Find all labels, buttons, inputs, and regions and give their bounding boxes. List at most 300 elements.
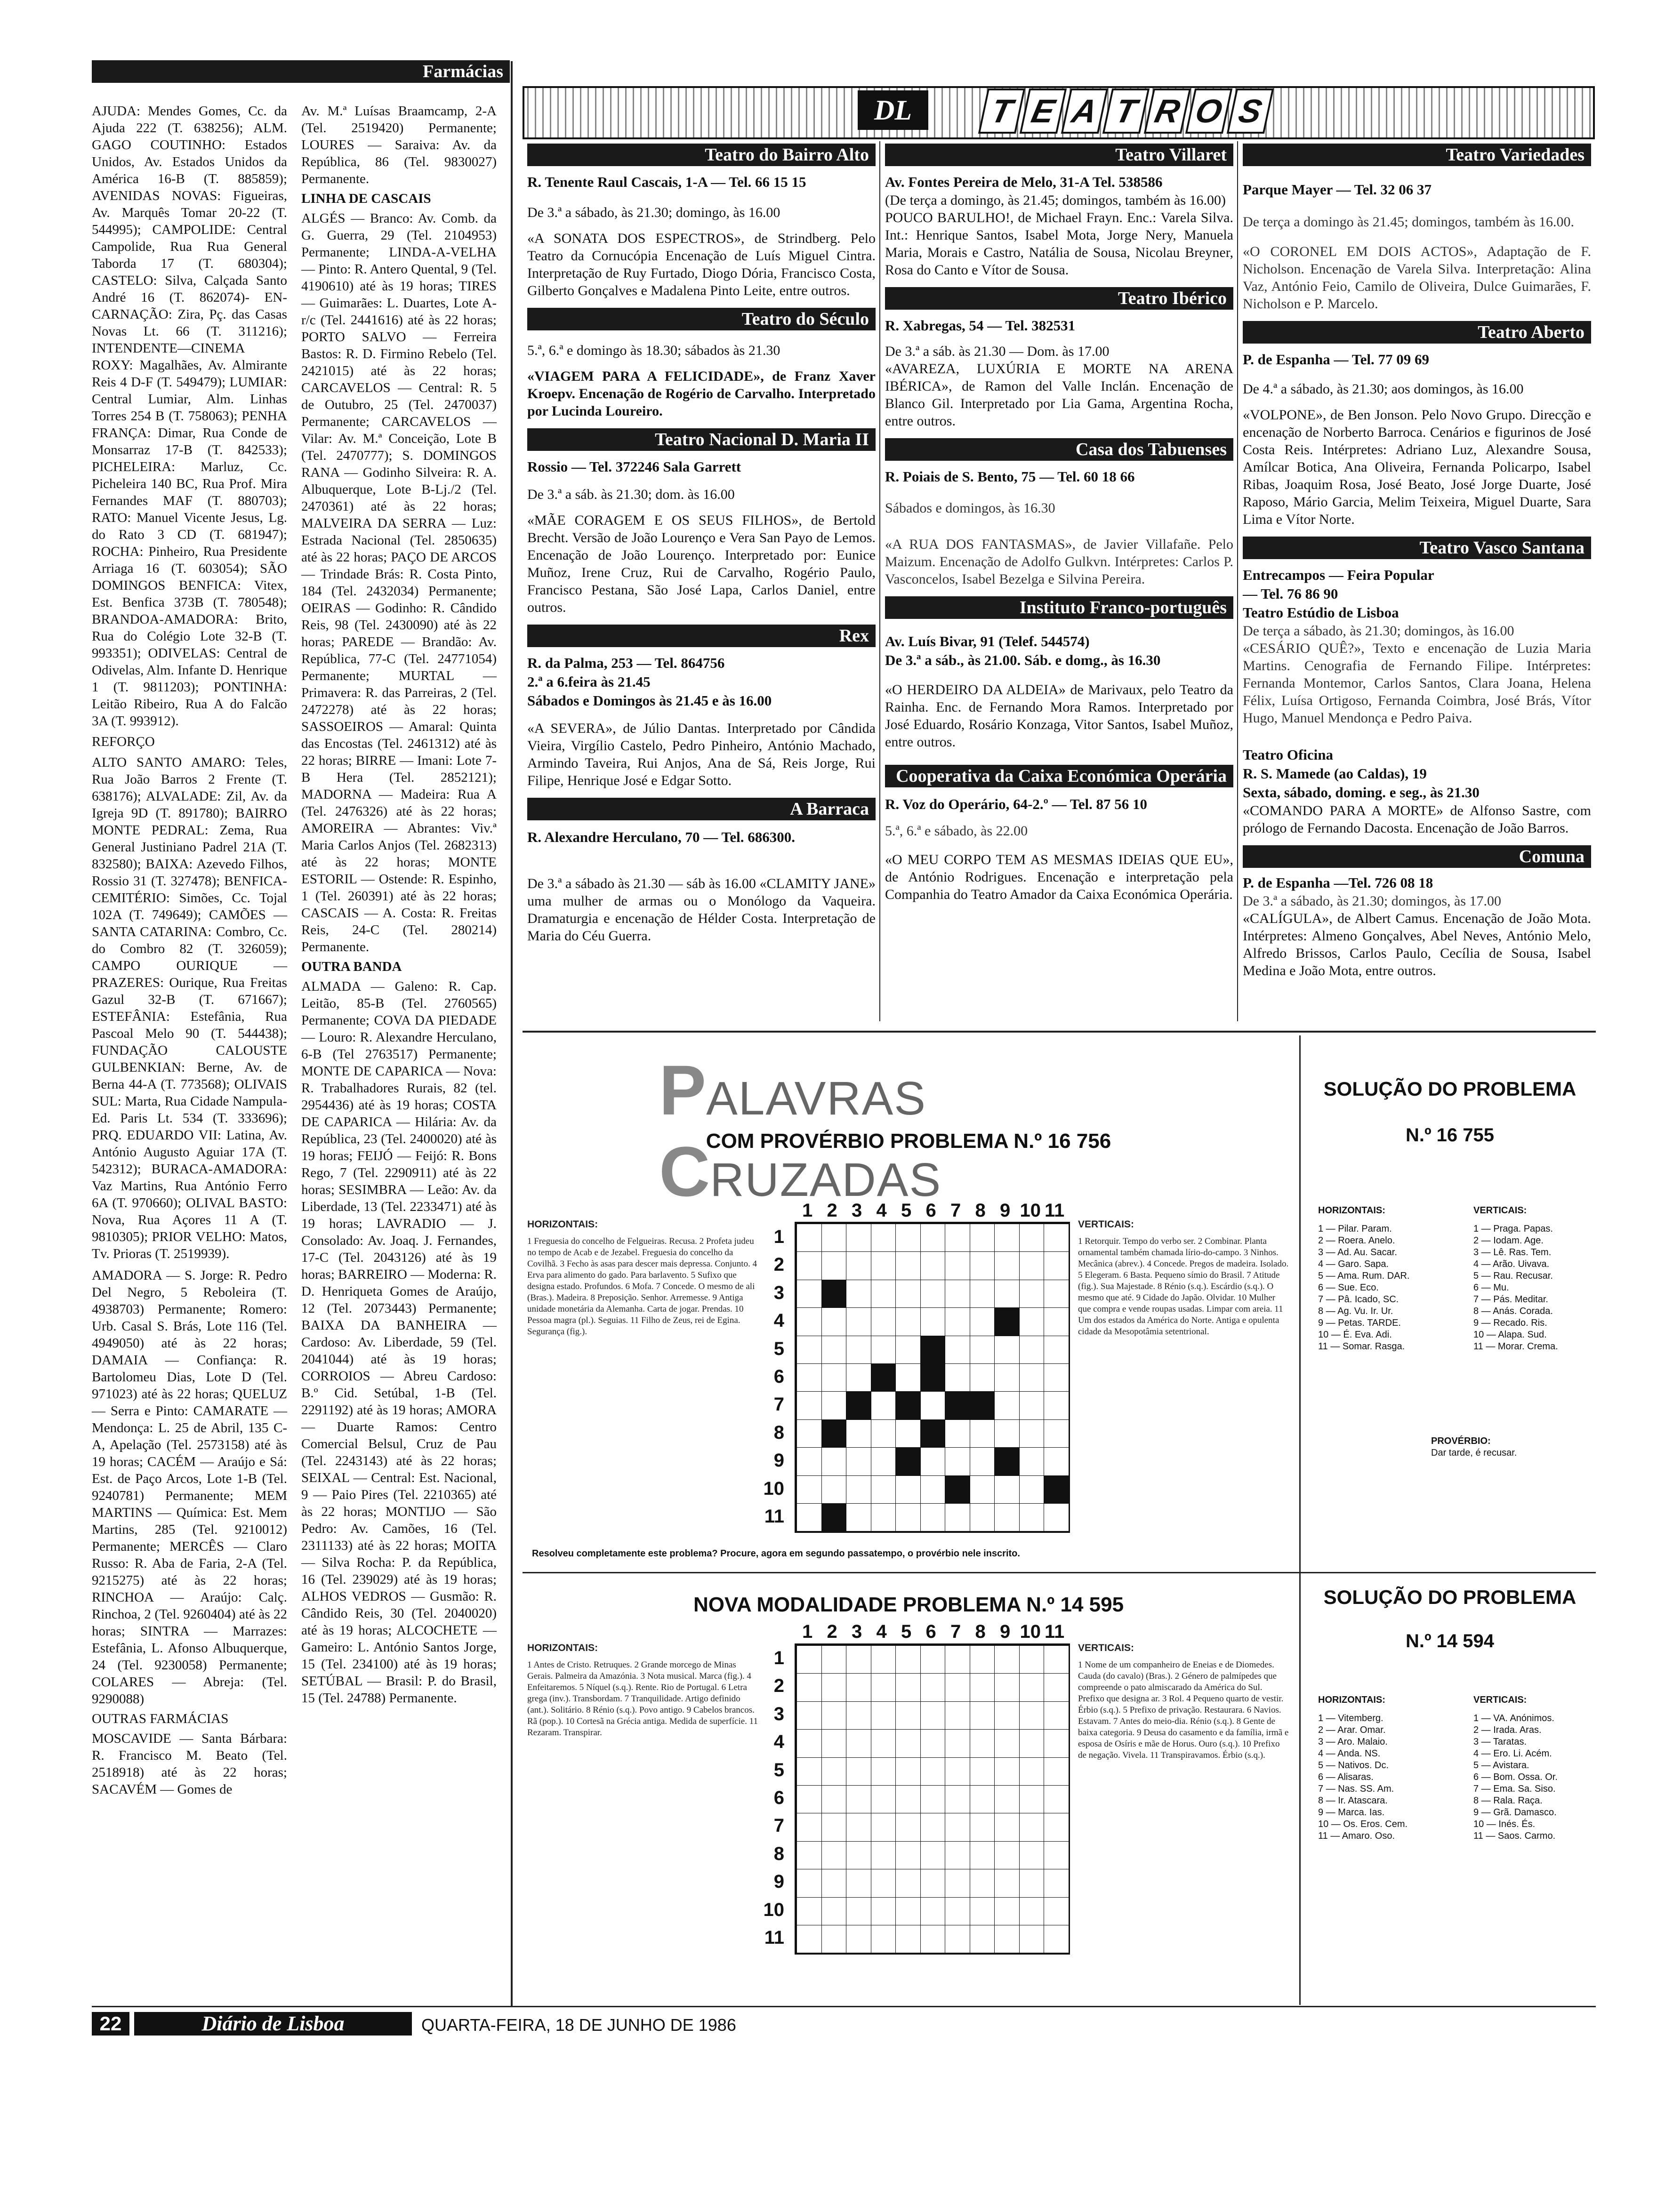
crossword-cell[interactable] — [871, 1897, 896, 1925]
solution-line: 2 — Irada. Aras. — [1473, 1725, 1542, 1735]
crossword-cell[interactable] — [994, 1336, 1020, 1364]
crossword-cell[interactable] — [1019, 1757, 1045, 1786]
crossword-cell[interactable] — [1019, 1336, 1045, 1364]
crossword-cell[interactable] — [871, 1447, 896, 1475]
crossword-cell[interactable] — [871, 1645, 896, 1674]
crossword-cell[interactable] — [1019, 1701, 1045, 1730]
crossword-cell[interactable] — [846, 1224, 871, 1252]
crossword-cell[interactable] — [945, 1307, 970, 1336]
crossword-cell[interactable] — [871, 1280, 896, 1308]
crossword-cell[interactable] — [846, 1419, 871, 1448]
teatro-description: «VIAGEM PARA A FELICIDADE», de Franz Xaver Kroepv. Encenação de Rogério de Carvalho. Interpretado por Lucinda Loureiro. — [527, 369, 876, 419]
grid-column-number: 7 — [950, 1621, 961, 1642]
teatros-col1 — [527, 144, 876, 953]
crossword-cell[interactable] — [821, 1897, 847, 1925]
crossword-cell[interactable] — [796, 1280, 822, 1308]
crossword-cell[interactable] — [994, 1503, 1020, 1531]
grid-column-number: 3 — [852, 1200, 862, 1221]
crossword-cell[interactable] — [994, 1391, 1020, 1419]
crossword-cell[interactable] — [895, 1673, 921, 1701]
crossword-cell[interactable] — [945, 1224, 970, 1252]
crossword-cell[interactable] — [796, 1251, 822, 1280]
crossword-cell[interactable] — [920, 1251, 946, 1280]
crossword-black-cell — [945, 1391, 970, 1419]
crossword-black-cell — [920, 1336, 946, 1364]
crossword-cell[interactable] — [796, 1447, 822, 1475]
reforco-label: REFORÇO — [92, 734, 155, 749]
crossword-cell[interactable] — [1019, 1419, 1045, 1448]
crossword-cell[interactable] — [895, 1645, 921, 1674]
teatro-description: «MÃE CORAGEM E OS SEUS FILHOS», de Bertold Brecht. Versão de João Lourenço e Vera San Payo de Lemos. Encenação de João Lourenço. Interpretado por: Eunice Muñoz, Irene Cruz, Rui de Carvalho, Rogério Paulo, Francisco Pestana, São José Lapa, Carlos Daniel, entre outros. — [527, 513, 876, 615]
solution-line: 9 — Recado. Ris. — [1473, 1318, 1547, 1328]
proverb-text: Dar tarde, é recusar. — [1431, 1448, 1517, 1458]
crossword-cell[interactable] — [895, 1869, 921, 1897]
crossword-cell[interactable] — [846, 1757, 871, 1786]
crossword-cell[interactable] — [1019, 1785, 1045, 1813]
teatro-description: «CESÁRIO QUÊ?», Texto e encenação de Luzia Maria Martins. Cenografia de Fernando Filipe. Intérpretes: Fernanda Montemor, Carlos Santos, Clara Joana, Helena Félix, Luísa Ortigoso, Fernanda Coimbra, José Brás, Vítor Hugo, Manuel Mendonça e Pedro Paiva. — [1243, 641, 1591, 726]
crossword-cell[interactable] — [970, 1503, 995, 1531]
crossword-cell[interactable] — [796, 1224, 822, 1252]
crossword-cell[interactable] — [1044, 1841, 1069, 1869]
grid-row-number: 3 — [773, 1282, 784, 1303]
teatro-description: «O HERDEIRO DA ALDEIA» de Marivaux, pelo Teatro da Rainha. Enc. de Fernando Mora Ramos. Interpretado por José Eduardo, Rosário Konzaga, Vitor Santos, Isabel Muñoz, entre outros. — [885, 682, 1233, 750]
crossword-cell[interactable] — [821, 1673, 847, 1701]
crossword-cell[interactable] — [846, 1645, 871, 1674]
crossword-cell[interactable] — [846, 1447, 871, 1475]
teatro-description: «O CORONEL EM DOIS ACTOS», Adaptação de F. Nicholson. Encenação de Varela Silva. Interpretação: Alina Vaz, António Feio, Camilo de Oliveira, Dulce Guimarães, F. Nicholson e P. Marcelo. — [1243, 244, 1591, 312]
crossword-cell[interactable] — [945, 1841, 970, 1869]
teatro-hours: De 3.ª a sáb. às 21.30 — Dom. às 17.00 — [885, 344, 1110, 359]
crossword-cell[interactable] — [846, 1336, 871, 1364]
grid-row-number: 7 — [773, 1815, 784, 1836]
crossword-col-numbers — [796, 1200, 1078, 1224]
crossword-cell[interactable] — [796, 1729, 822, 1757]
crossword-cell[interactable] — [994, 1757, 1020, 1786]
teatro-description: De 3.ª a sábado às 21.30 — sáb às 16.00 «CLAMITY JANE» uma mulher de armas ou o Monólogo da Vaqueira. Dramaturgia e encenação de Hélder Costa. Interpretação de Maria do Céu Guerra. — [527, 876, 876, 944]
crossword-cell[interactable] — [945, 1897, 970, 1925]
crossword-cell[interactable] — [945, 1869, 970, 1897]
crossword-cell[interactable] — [920, 1869, 946, 1897]
crossword-cell[interactable] — [821, 1729, 847, 1757]
crossword-cell[interactable] — [895, 1475, 921, 1504]
grid-column-number: 4 — [876, 1621, 887, 1642]
crossword-cell[interactable] — [895, 1503, 921, 1531]
crossword-cell[interactable] — [970, 1673, 995, 1701]
farmacias-reforco-text: ALTO SANTO AMARO: Teles, Rua João Barros 2 Frente (T. 638176); ALVALADE: Zil, Av. da Igreja 9D (T. 891780); BAIRRO MONTE PEDRAL: Zema, Rua General Justiniano Padrel 21A (T. 832580); BAIXA: Azevedo Filhos, Rossio 31 (T. 327478); BENFICA-CEMITÉRIO: Simões, Cc. Tojal 102A (T. 749649); CAMÕES — SANTA CATARINA: Combro, Cc. do Combro 82 (T. 326059); CAMPO OURIQUE — PRAZERES: Ourique, Rua Freitas Gazul 32-B (T. 671667); ESTEFÂNIA: Estefânia, Rua Pascoal Melo 90 (T. 544438); FUNDAÇÃO CALOUSTE GULBENKIAN: Berne, Av. de Berna 44-A (T. 773568); OLIVAIS SUL: Marta, Rua Cidade Nampula-Ed. Paris Lt. 534 (T. 333696); PRQ. EDUARDO VII: Latina, Av. António Augusto Aguiar 17A (T. 542312); BURACA-AMADORA: Vaz Martins, Rua António Ferro 6A (T. 970660); OLIVAL BASTO: Nova, Rua Açores 11 A (T. 9810305); PRIOR VELHO: Matos, Tv. Prioras (T. 2519939). — [92, 755, 287, 1261]
solution-line: 3 — Aro. Malaio. — [1318, 1737, 1388, 1747]
crossword-cell[interactable] — [895, 1336, 921, 1364]
crossword-cell[interactable] — [821, 1224, 847, 1252]
teatro-hours: 2.ª a 6.feira às 21.45 — [527, 673, 651, 690]
crossword-cell[interactable] — [1019, 1475, 1045, 1504]
crossword-cell[interactable] — [895, 1307, 921, 1336]
crossword-cell[interactable] — [970, 1645, 995, 1674]
crossword-cell[interactable] — [871, 1701, 896, 1730]
crossword-cell[interactable] — [1019, 1841, 1045, 1869]
crossword-cell[interactable] — [920, 1925, 946, 1953]
crossword-cell[interactable] — [945, 1280, 970, 1308]
crossword-cell[interactable] — [994, 1869, 1020, 1897]
crossword-cell[interactable] — [945, 1729, 970, 1757]
crossword-cell[interactable] — [895, 1251, 921, 1280]
teatro-address: R. da Palma, 253 — Tel. 864756 — [527, 655, 725, 671]
crossword-cell[interactable] — [871, 1729, 896, 1757]
crossword-cell[interactable] — [970, 1785, 995, 1813]
crossword-cell[interactable] — [1019, 1391, 1045, 1419]
crossword-cell[interactable] — [970, 1869, 995, 1897]
crossword-cell[interactable] — [821, 1813, 847, 1841]
crossword-cell[interactable] — [796, 1363, 822, 1392]
crossword-grid — [795, 1222, 1070, 1533]
crossword-cell[interactable] — [920, 1813, 946, 1841]
grid-column-number: 1 — [802, 1200, 813, 1221]
vertical-clue-text: 1 Nome de um companheiro de Eneias e de Diomedes. Cauda (do cavalo) (Bras.). 2 Género de palmípedes que compreende o pato almiscarado da América do Sul. Prefixo que designa ar. 3 Rol. 4 Pequeno quarto de vestir. Érbio (s.q.). 5 Prefixo de privação. Restaurara. 6 Navios. Estavam. 7 Antes do meio-dia. Rénio (s.q.). 8 Gente de baixa categoria. 9 Deusa do casamento e da família, irmã e esposa de Osíris e mãe de Horus. Ouro (s.q.). 10 Prefixo de negação. Vivela. 11 Transpiravamos. Érbio (s.q.). — [1078, 1660, 1289, 1760]
teatro-vasco-santana-title: Teatro Vasco Santana — [1243, 537, 1591, 559]
grid-row-number: 11 — [764, 1927, 784, 1948]
crossword-cell[interactable] — [895, 1785, 921, 1813]
crossword-cell[interactable] — [871, 1869, 896, 1897]
crossword-cell[interactable] — [796, 1925, 822, 1953]
vertical-label: VERTICAIS: — [1078, 1643, 1134, 1653]
crossword-cell[interactable] — [920, 1307, 946, 1336]
crossword-cell[interactable] — [871, 1475, 896, 1504]
crossword-cell[interactable] — [821, 1785, 847, 1813]
teatro-address: R. Alexandre Herculano, 70 — Tel. 686300. — [527, 829, 795, 845]
crossword-cell[interactable] — [821, 1701, 847, 1730]
crossword-cell[interactable] — [796, 1475, 822, 1504]
crossword-cell[interactable] — [1044, 1729, 1069, 1757]
teatros-letter: R — [1144, 88, 1191, 134]
crossword-cell[interactable] — [1044, 1251, 1069, 1280]
crossword-cell[interactable] — [1044, 1645, 1069, 1674]
crossword-cell[interactable] — [1019, 1251, 1045, 1280]
crossword-cell[interactable] — [945, 1503, 970, 1531]
crossword-cell[interactable] — [846, 1925, 871, 1953]
crossword-cell[interactable] — [920, 1224, 946, 1252]
crossword-cell[interactable] — [821, 1757, 847, 1786]
crossword-cell[interactable] — [1019, 1363, 1045, 1392]
crossword-cell[interactable] — [871, 1841, 896, 1869]
crossword-cell[interactable] — [970, 1336, 995, 1364]
crossword-cell[interactable] — [846, 1841, 871, 1869]
crossword-cell[interactable] — [846, 1307, 871, 1336]
crossword-cell[interactable] — [970, 1251, 995, 1280]
crossword-cell[interactable] — [920, 1673, 946, 1701]
grid-column-number: 2 — [827, 1621, 837, 1642]
crossword-cell[interactable] — [1019, 1897, 1045, 1925]
crossword-cell[interactable] — [1019, 1869, 1045, 1897]
crossword-cell[interactable] — [895, 1841, 921, 1869]
crossword-cell[interactable] — [994, 1363, 1020, 1392]
grid-column-number: 1 — [802, 1621, 813, 1642]
crossword-cell[interactable] — [871, 1336, 896, 1364]
crossword-cell[interactable] — [796, 1336, 822, 1364]
crossword-cell[interactable] — [821, 1925, 847, 1953]
crossword-cell[interactable] — [994, 1419, 1020, 1448]
crossword-cell[interactable] — [821, 1645, 847, 1674]
crossword-cell[interactable] — [796, 1701, 822, 1730]
crossword-cell[interactable] — [945, 1363, 970, 1392]
crossword-cell[interactable] — [970, 1813, 995, 1841]
crossword-cell[interactable] — [994, 1701, 1020, 1730]
crossword-cell[interactable] — [994, 1475, 1020, 1504]
crossword-cell[interactable] — [871, 1391, 896, 1419]
grid-column-number: 5 — [901, 1621, 912, 1642]
crossword-cell[interactable] — [796, 1503, 822, 1531]
crossword-cell[interactable] — [970, 1280, 995, 1308]
crossword-cell[interactable] — [920, 1701, 946, 1730]
teatros-col2 — [885, 144, 1233, 912]
crossword-cell[interactable] — [994, 1729, 1020, 1757]
crossword-cell[interactable] — [1044, 1280, 1069, 1308]
crossword-cell[interactable] — [796, 1391, 822, 1419]
crossword-cell[interactable] — [1044, 1813, 1069, 1841]
crossword-cell[interactable] — [994, 1841, 1020, 1869]
crossword-black-cell — [895, 1391, 921, 1419]
crossword-cell[interactable] — [846, 1785, 871, 1813]
crossword-cell[interactable] — [821, 1391, 847, 1419]
crossword-cell[interactable] — [945, 1645, 970, 1674]
teatro-bairro-alto-title: Teatro do Bairro Alto — [527, 144, 876, 166]
crossword-cell[interactable] — [895, 1701, 921, 1730]
crossword-cell[interactable] — [796, 1673, 822, 1701]
teatro-description: POUCO BARULHO!, de Michael Frayn. Enc.: Varela Silva. Int.: Henrique Santos, Isabel Mota, Jorge Nery, Manuela Maria, Morais e Castro, Natália de Sousa, Nicolau Breyner, Rosa do Canto e Vítor de Sousa. — [885, 210, 1233, 278]
crossword-cell[interactable] — [994, 1280, 1020, 1308]
crossword-cell[interactable] — [871, 1307, 896, 1336]
crossword-cell[interactable] — [970, 1363, 995, 1392]
crossword-cell[interactable] — [821, 1251, 847, 1280]
crossword-cell[interactable] — [821, 1841, 847, 1869]
crossword-cell[interactable] — [871, 1503, 896, 1531]
crossword-cell[interactable] — [821, 1336, 847, 1364]
crossword-cell[interactable] — [871, 1925, 896, 1953]
teatro-hours: De terça a sábado, às 21.30; domingos, às 16.00 — [1243, 623, 1514, 639]
crossword-cell[interactable] — [846, 1673, 871, 1701]
crossword-cell[interactable] — [945, 1447, 970, 1475]
crossword-cell[interactable] — [920, 1280, 946, 1308]
crossword-cell[interactable] — [920, 1447, 946, 1475]
crossword-cell[interactable] — [846, 1897, 871, 1925]
crossword-cell[interactable] — [796, 1869, 822, 1897]
crossword-cell[interactable] — [994, 1673, 1020, 1701]
linha-cascais-label: LINHA DE CASCAIS — [301, 191, 431, 206]
crossword-cell[interactable] — [994, 1251, 1020, 1280]
crossword-cell[interactable] — [1019, 1925, 1045, 1953]
crossword-cell[interactable] — [1019, 1673, 1045, 1701]
crossword-cell[interactable] — [1044, 1447, 1069, 1475]
crossword-black-cell — [895, 1447, 921, 1475]
crossword-cell[interactable] — [994, 1224, 1020, 1252]
crossword-cell[interactable] — [970, 1419, 995, 1448]
crossword-cell[interactable] — [895, 1280, 921, 1308]
crossword-cell[interactable] — [1044, 1307, 1069, 1336]
crossword-cell[interactable] — [821, 1869, 847, 1897]
crossword-cell[interactable] — [796, 1813, 822, 1841]
crossword-cell[interactable] — [945, 1251, 970, 1280]
crossword-cell[interactable] — [920, 1897, 946, 1925]
crossword-cell[interactable] — [970, 1447, 995, 1475]
crossword-cell[interactable] — [796, 1785, 822, 1813]
crossword-cell[interactable] — [1019, 1645, 1045, 1674]
crossword-cell[interactable] — [846, 1701, 871, 1730]
crossword-cell[interactable] — [1019, 1307, 1045, 1336]
crossword-title-initial: P — [659, 1050, 707, 1130]
grid-row-number: 5 — [773, 1759, 784, 1780]
crossword-black-cell — [945, 1475, 970, 1504]
crossword-cell[interactable] — [945, 1925, 970, 1953]
crossword-cell[interactable] — [994, 1785, 1020, 1813]
crossword-cell[interactable] — [1019, 1503, 1045, 1531]
solution-h-label: HORIZONTAIS: — [1318, 1695, 1385, 1705]
horizontal-clue-text: 1 Freguesia do concelho de Felgueiras. Recusa. 2 Profeta judeu no tempo de Acab e de Jezabel. Freguesia do concelho da Covilhã. 3 Fecho às asas para descer mais depressa. Conjunto. 4 Erva para alimento do gado. Para barlavento. 5 Sufixo que designa estado. Profundos. 6 Mofa. 7 Concede. O mesmo de ali (Bras.). Madeira. 8 Preposição. Senhor. Arremesse. 9 Antiga unidade monetária da Alemanha. Carta de jogar. Prendas. 10 Pessoa magra (pl.). Seguias. 11 Filho de Zeus, rei de Egina. Segurança (fig.). — [527, 1236, 757, 1337]
crossword-black-cell — [920, 1419, 946, 1448]
crossword-cell[interactable] — [821, 1307, 847, 1336]
crossword-cell[interactable] — [920, 1503, 946, 1531]
crossword-cell[interactable] — [846, 1503, 871, 1531]
crossword-cell[interactable] — [1044, 1869, 1069, 1897]
crossword-cell[interactable] — [945, 1336, 970, 1364]
crossword-cell[interactable] — [796, 1841, 822, 1869]
crossword-cell[interactable] — [871, 1251, 896, 1280]
crossword-cell[interactable] — [796, 1645, 822, 1674]
crossword-cell[interactable] — [846, 1363, 871, 1392]
crossword-cell[interactable] — [920, 1729, 946, 1757]
crossword-cell[interactable] — [945, 1419, 970, 1448]
crossword-cell[interactable] — [970, 1925, 995, 1953]
nova-col-numbers — [796, 1621, 1078, 1645]
teatro-hours: De 3.ª a sábado, às 21.30; domingo, às 16.00 — [527, 205, 780, 220]
crossword-cell[interactable] — [994, 1925, 1020, 1953]
crossword-cell[interactable] — [895, 1925, 921, 1953]
crossword-cell[interactable] — [796, 1757, 822, 1786]
crossword-cell[interactable] — [994, 1645, 1020, 1674]
teatro-aberto-title: Teatro Aberto — [1243, 321, 1591, 344]
farmacias-col2 — [301, 103, 497, 1707]
crossword-cell[interactable] — [970, 1307, 995, 1336]
crossword-cell[interactable] — [1044, 1897, 1069, 1925]
crossword-cell[interactable] — [1044, 1503, 1069, 1531]
crossword-cell[interactable] — [895, 1419, 921, 1448]
solution-line: 3 — Ad. Au. Sacar. — [1318, 1247, 1397, 1258]
crossword-cell[interactable] — [895, 1363, 921, 1392]
crossword-vertical-clues — [1078, 1219, 1290, 1338]
crossword-cell[interactable] — [796, 1419, 822, 1448]
crossword-cell[interactable] — [970, 1701, 995, 1730]
crossword-black-cell — [821, 1503, 847, 1531]
grid-column-number: 3 — [852, 1621, 862, 1642]
crossword-cell[interactable] — [796, 1307, 822, 1336]
crossword-cell[interactable] — [871, 1757, 896, 1786]
solution-line: 3 — Taratas. — [1473, 1737, 1527, 1747]
crossword-cell[interactable] — [920, 1757, 946, 1786]
crossword-cell[interactable] — [945, 1757, 970, 1786]
crossword-cell[interactable] — [895, 1757, 921, 1786]
crossword-cell[interactable] — [970, 1475, 995, 1504]
teatro-description: «A RUA DOS FANTASMAS», de Javier Villafañe. Pelo Maizum. Encenação de Adolfo Gulkvn. Intérpretes: Carlos P. Vasconcelos, Isabel Bezelga e Silvina Pereira. — [885, 537, 1233, 587]
crossword-cell[interactable] — [920, 1391, 946, 1419]
solution-line: 8 — Ag. Vu. Ir. Ur. — [1318, 1306, 1393, 1316]
teatro-dmaria-title: Teatro Nacional D. Maria II — [527, 428, 876, 451]
teatro-description: «VOLPONE», de Ben Jonson. Pelo Novo Grupo. Direcção e encenação de Norberto Barroca. Cenários e figurinos de José Costa Reis. Intérpretes: Adriano Luz, Alexandre Sousa, Amílcar Botica, Ana Oliveira, Fernanda Policarpo, Isabel Ribas, Joaquim Rosa, José Beato, José Jorge Duarte, José Raposo, Mário Garcia, Melim Teixeira, Miguel Duarte, Sara Lima e Vítor Norte. — [1243, 407, 1591, 527]
crossword-cell[interactable] — [920, 1841, 946, 1869]
crossword-cell[interactable] — [895, 1897, 921, 1925]
crossword-cell[interactable] — [1044, 1757, 1069, 1786]
crossword-cell[interactable] — [1044, 1224, 1069, 1252]
crossword-cell[interactable] — [1019, 1224, 1045, 1252]
crossword-cell[interactable] — [1019, 1729, 1045, 1757]
crossword-cell[interactable] — [796, 1897, 822, 1925]
solution-line: 6 — Mu. — [1473, 1282, 1509, 1293]
crossword-cell[interactable] — [846, 1280, 871, 1308]
crossword-cell[interactable] — [920, 1785, 946, 1813]
teatro-address: R. Poiais de S. Bento, 75 — Tel. 60 18 66 — [885, 468, 1135, 485]
crossword-cell[interactable] — [945, 1673, 970, 1701]
crossword-cell[interactable] — [1044, 1701, 1069, 1730]
crossword-cell[interactable] — [1044, 1363, 1069, 1392]
crossword-cell[interactable] — [945, 1813, 970, 1841]
crossword-cell[interactable] — [1019, 1280, 1045, 1308]
crossword-cell[interactable] — [846, 1251, 871, 1280]
outras-farmacias-label: OUTRAS FARMÁCIAS — [92, 1711, 229, 1726]
crossword-cell[interactable] — [1044, 1673, 1069, 1701]
crossword-cell[interactable] — [821, 1363, 847, 1392]
farmacias-lisboa-text: AJUDA: Mendes Gomes, Cc. da Ajuda 222 (T. 638256); ALM. GAGO COUTINHO: Estados Unidos, Av. Estados Unidos da América 16-B (T. 885859); AVENIDAS NOVAS: Figueiras, Av. Marquês Tomar 20-22 (T. 544995); CAMPOLIDE: Central Campolide, Rua Rua General Taborda 17 (T. 680304); CASTELO: Silva, Calçada Santo André 16 (T. 862074)- EN-CARNAÇÃO: Zira, Pç. das Casas Novas Lt. 66 (T. 311216); INTENDENTE—CINEMA ROXY: Magalhães, Av. Almirante Reis 4 D-F (T. 549479); LUMIAR: Central Lumiar, Alm. Linhas Torres 254 B (T. 758063); PENHA FRANÇA: Dimar, Rua Conde de Monsarraz 17-B (T. 842533); PICHELEIRA: Marluz, Cc. Picheleira 140 BC, Rua Prof. Mira Fernandes MAF (T. 880703); RATO: Manuel Vicente Jesus, Lg. do Rato 3 CD (T. 681947); ROCHA: Pinheiro, Rua Presidente Arriaga 16 (T. 603054); SÃO DOMINGOS BENFICA: Vitex, Est. Benfica 373B (T. 780548); BRANDOA-AMADORA: Brito, Rua do Colégio Lote 32-B (T. 993351); ODIVELAS: Central de Odivelas, Alm. Infante D. Henrique 1 (T. 9811203); PONTINHA: Leitão Ribeiro, Rua A do Falcão 3A (T. 993912). — [92, 104, 287, 729]
crossword-cell[interactable] — [970, 1897, 995, 1925]
crossword-cell[interactable] — [970, 1224, 995, 1252]
crossword-cell[interactable] — [871, 1419, 896, 1448]
crossword-cell[interactable] — [970, 1841, 995, 1869]
cooperativa-title: Cooperativa da Caixa Económica Operária — [885, 765, 1233, 787]
crossword-cell[interactable] — [1044, 1336, 1069, 1364]
crossword-cell[interactable] — [1044, 1925, 1069, 1953]
crossword-cell[interactable] — [970, 1729, 995, 1757]
proverb-label: PROVÉRBIO: — [1431, 1436, 1491, 1446]
crossword-cell[interactable] — [920, 1645, 946, 1674]
crossword-cell[interactable] — [970, 1757, 995, 1786]
crossword-cell[interactable] — [945, 1701, 970, 1730]
crossword-cell[interactable] — [1019, 1813, 1045, 1841]
crossword-cell[interactable] — [1019, 1447, 1045, 1475]
crossword-cell[interactable] — [846, 1475, 871, 1504]
crossword-cell[interactable] — [994, 1897, 1020, 1925]
crossword-cell[interactable] — [994, 1813, 1020, 1841]
crossword-cell[interactable] — [895, 1224, 921, 1252]
crossword-cell[interactable] — [1044, 1785, 1069, 1813]
crossword-cell[interactable] — [895, 1813, 921, 1841]
teatro-hours: De 3.ª a sáb. às 21.30; dom. às 16.00 — [527, 487, 735, 502]
crossword-cell[interactable] — [846, 1869, 871, 1897]
crossword-cell[interactable] — [1044, 1391, 1069, 1419]
crossword-cell[interactable] — [871, 1785, 896, 1813]
grid-row-number: 6 — [773, 1366, 784, 1387]
horizontal-label: HORIZONTAIS: — [527, 1219, 598, 1230]
crossword-cell[interactable] — [871, 1224, 896, 1252]
crossword-cell[interactable] — [871, 1673, 896, 1701]
crossword-cell[interactable] — [895, 1729, 921, 1757]
crossword-cell[interactable] — [846, 1813, 871, 1841]
crossword-cell[interactable] — [821, 1475, 847, 1504]
crossword-cell[interactable] — [846, 1729, 871, 1757]
crossword-cell[interactable] — [945, 1785, 970, 1813]
teatro-address: R. S. Mamede (ao Caldas), 19 — [1243, 765, 1427, 782]
crossword-cell[interactable] — [821, 1447, 847, 1475]
farmacias-title-bar: Farmácias — [92, 60, 510, 83]
grid-column-number: 10 — [1020, 1200, 1041, 1221]
crossword-cell[interactable] — [1044, 1419, 1069, 1448]
vertical-label: VERTICAIS: — [1078, 1219, 1134, 1230]
crossword-cell[interactable] — [871, 1813, 896, 1841]
crossword-cell[interactable] — [920, 1475, 946, 1504]
